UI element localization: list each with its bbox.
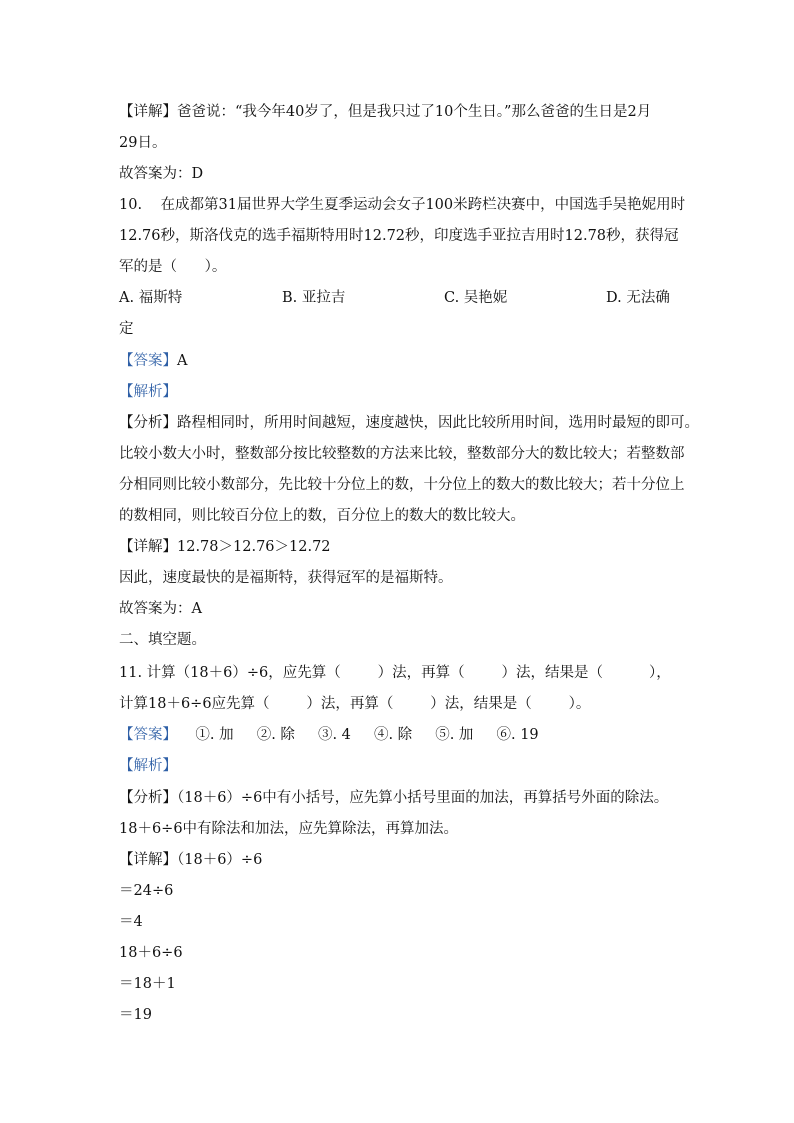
- answer-tag: 【答案】: [119, 353, 177, 369]
- fenxi-line-3: 分相同则比较小数部分，先比较十分位上的数，十分位上的数大的数比较大；若十分位上: [119, 477, 685, 493]
- question-10-line-3: 军的是（ ）。: [119, 259, 227, 275]
- fenxi-q11-line-1: 【分析】（18＋6）÷6中有小括号，应先算小括号里面的加法，再算括号外面的除法。: [119, 790, 669, 806]
- question-11-line-2: 计算18＋6÷6应先算（ ）法，再算（ ）法，结果是（ ）。: [119, 696, 591, 712]
- calc-step-3: 18＋6÷6: [119, 945, 183, 961]
- option-c: C. 吴艳妮: [444, 290, 508, 306]
- answer-line-q11: [119, 725, 539, 745]
- analysis-heading-q11: 【解析】: [119, 758, 177, 774]
- analysis-heading-q10: 【解析】: [119, 384, 177, 400]
- xiangjie-tag: 【详解】: [119, 852, 177, 868]
- calc-step-1: ＝24÷6: [119, 883, 174, 899]
- section-heading: 二、填空题。: [119, 632, 206, 648]
- answer-value: A: [177, 353, 188, 369]
- xiangjie-line-q10: 【详解】12.78＞12.76＞12.72: [119, 539, 331, 555]
- fenxi-tag: 【分析】: [119, 415, 177, 431]
- detail-line-cont: 29日。: [119, 135, 167, 151]
- conclusion-line-q10: 因此，速度最快的是福斯特，获得冠军的是福斯特。: [119, 570, 453, 586]
- question-10-line-2: 12.76秒，斯洛伐克的选手福斯特用时12.72秒，印度选手亚拉吉用时12.78秒，获得冠: [119, 228, 679, 244]
- answer-line-q9: 故答案为：D: [119, 166, 204, 182]
- fenxi-line-2: 比较小数大小时，整数部分按比较整数的方法来比较，整数部分大的数比较大；若整数部: [119, 446, 685, 462]
- answer-value: ①. 加 ②. 除 ③. 4 ④. 除 ⑤. 加 ⑥. 19: [177, 727, 539, 743]
- calc-step-4: ＝18＋1: [119, 976, 176, 992]
- option-d: D. 无法确: [606, 290, 670, 306]
- fenxi-line-4: 的数相同，则比较百分位上的数，百分位上的数大的数比较大。: [119, 508, 525, 524]
- option-a: A. 福斯特: [119, 290, 183, 306]
- detail-line: [119, 102, 651, 122]
- detail-text: 爸爸说：“我今年40岁了，但是我只过了10个生日。”那么爸爸的生日是2月: [177, 104, 652, 120]
- question-10-line-1: 10. 在成都第31届世界大学生夏季运动会女子100米跨栏决赛中，中国选手吴艳妮用时: [119, 197, 686, 213]
- fenxi-line-1: 【分析】路程相同时，所用时间越短，速度越快，因此比较所用时间，选用时最短的即可。: [119, 415, 699, 431]
- answer-tag: 【答案】: [119, 727, 177, 743]
- question-11-line-1: 11. 计算（18＋6）÷6，应先算（ ）法，再算（ ）法，结果是（ ），: [119, 665, 671, 681]
- final-answer-q10: 故答案为：A: [119, 601, 202, 617]
- xiangjie-line-q11: 【详解】（18＋6）÷6: [119, 852, 263, 868]
- calc-step-2: ＝4: [119, 914, 143, 930]
- option-b: B. 亚拉吉: [282, 290, 346, 306]
- answer-line-q10: [119, 351, 187, 371]
- detail-tag: 【详解】: [119, 104, 177, 120]
- xiangjie-tag: 【详解】: [119, 539, 177, 555]
- calc-step-5: ＝19: [119, 1007, 152, 1023]
- fenxi-tag: 【分析】: [119, 790, 177, 806]
- fenxi-q11-line-2: 18＋6÷6中有除法和加法，应先算除法，再算加法。: [119, 821, 459, 837]
- option-d-cont: 定: [119, 321, 134, 337]
